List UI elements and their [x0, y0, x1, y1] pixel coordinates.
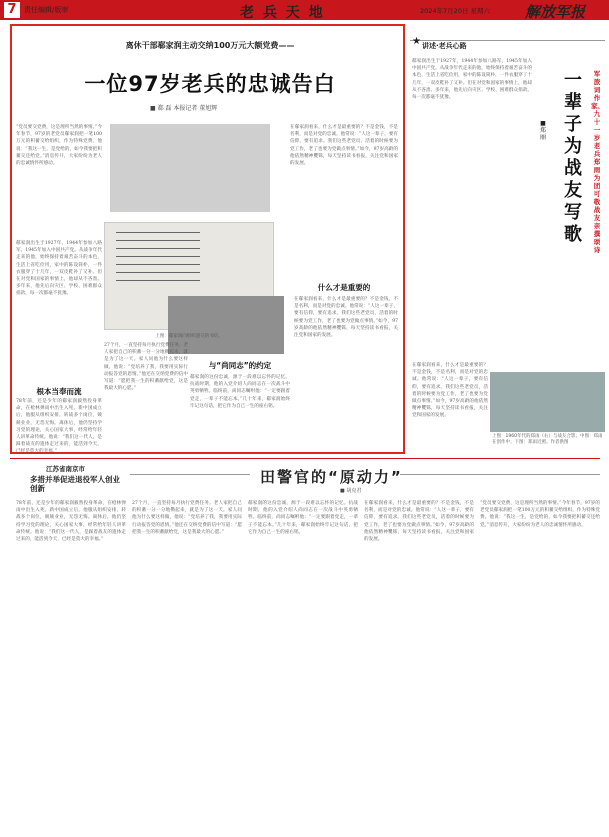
star-icon: ★ — [412, 36, 421, 47]
article-kicker: 离休干部郗家润主动交纳100万元大额党费—— — [125, 41, 295, 50]
article-photo-top — [110, 124, 270, 212]
editor-meta: 责任编辑/版审 — [24, 6, 69, 14]
bottom-headline-1: 多措并举促进退役军人创业创新 — [30, 475, 120, 493]
subhead-1: 根本当奉而流 — [36, 387, 82, 396]
page-number: 7 — [4, 2, 20, 18]
divider — [400, 474, 600, 475]
subhead-3: 什么才是重要的 — [317, 283, 371, 292]
bottom-kicker: 江苏省南京市 — [46, 465, 85, 473]
article-col-mid-2: 郗家润的这份忠诚，源于一段难以忘怀的记忆。抗战时期，他的入党介绍人尚同志在一次战斗中英勇牺牲。临终前，尚同志嘱咐他：“一定要跟着党走，一辈子不能忘本。”几十年来，郗家润始终牢记这句话，把它作为自己一生的座右铭。 — [190, 375, 290, 409]
issue-date: 2024年7月20日 星期六 — [420, 7, 491, 15]
column-tag: 讲述·老兵心路 — [422, 42, 467, 50]
bottom-col-5: “党员要交党费，这是理所当然的事情。”今年春节，97岁的老党员郗家润把一笔100万元的积蓄交给组织，作为特殊党费。他说：“我这一生，是党给的，如今我要把积蓄交还给党。”消息传开，大家纷纷为老人的忠诚情怀所感动。 — [480, 501, 600, 528]
vertical-kicker: 军旅词作家、九十一岁老兵郑雨为团可敬战友亲撰颂诗 — [591, 70, 604, 254]
subhead-2: 与“尚同志”的约定 — [208, 361, 272, 370]
photo-caption: 上图：郗家润向组织递交的书信。 — [155, 334, 223, 339]
right-column-text: 郗家润出生于1927年，1944年参加八路军，1945年加入中国共产党。从战争年代走来的他，始终保持着艰苦奋斗的本色，生活上省吃俭用，家中的陈设简朴，一件衣服穿了十几年，一双皮鞋补了又补。但在对党和国家的事情上，他却从不吝啬。多年来，他先后向灾区、学校、困难群众捐款，每一次都毫不犹豫。 — [412, 59, 532, 101]
right-column-text-2: 在郗家润看来，什么才是最重要的？不是金钱，不是名利，而是对党的忠诚。他常说：“人这一辈子，要有信仰，要有追求。我们这些老党员，活着的时候要为党工作，老了也要为党做点事情。”如今，97岁高龄的他依然精神矍铄，每天坚持读书看报，关注党和国家的发展。 — [412, 363, 488, 419]
section-title: 老 兵 天 地 — [240, 5, 325, 21]
bottom-byline: ■ 胡克君 — [340, 488, 362, 494]
right-author: ■ 郑丽 — [539, 120, 546, 141]
vertical-headline: 一辈子为战友写歌 — [564, 70, 582, 245]
bottom-col-1: 78年前，还是少年的郗家润毅然投身革命，在枪林弹雨中出生入死。新中国成立后，他服从组织安排，转战多个岗位，兢兢业业，无怨无悔。离休后，他仍坚持学习党的理论，关心国家大事，经常给年轻人讲革命传统。他说：“我们这一代人，是踩着战友的遗体走过来的，能活到今天，已经是莫大的幸福。” — [16, 501, 126, 543]
bottom-col-4: 在郗家润看来，什么才是最重要的？不是金钱，不是名利，而是对党的忠诚。他常说：“人这一辈子，要有信仰，要有追求。我们这些老党员，活着的时候要为党工作，老了也要为党做点事情。”如今，97岁高龄的他依然精神矍铄，每天坚持读书看报，关注党和国家的发展。 — [364, 501, 474, 543]
bottom-separator — [10, 458, 600, 459]
article-col-right-2: 在郗家润看来，什么才是最重要的？不是金钱，不是名利，而是对党的忠诚。他常说：“人这一辈子，要有信仰，要有追求。我们这些老党员，活着的时候要为党工作，老了也要为党做点事情。”如今，97岁高龄的他依然精神矍铄，每天坚持读书看报，关注党和国家的发展。 — [294, 297, 398, 339]
bottom-col-2: 27个月，一直坚持每月执行党费任务。老人家把自己的积蓄一分一分地攒起来，就是为了这一天。家人问他为什么要这样做，他说：“党培养了我，我要用实际行动报答党的恩情。”他还在交纳党费的信中写道：“愿把我一生的积蓄献给党，这是我最大的心愿。” — [132, 501, 242, 535]
article-col-left: 郗家润出生于1927年，1944年参加八路军，1945年加入中国共产党。从战争年代走来的他，始终保持着艰苦奋斗的本色，生活上省吃俭用，家中的陈设简朴，一件衣服穿了十几年，一双皮鞋补了又补。但在对党和国家的事情上，他却从不吝啬。多年来，他先后向灾区、学校、困难群众捐款，每一次都毫不犹豫。 — [16, 241, 102, 297]
divider — [130, 474, 250, 475]
article-headline: 一位97岁老兵的忠诚告白 — [84, 72, 336, 96]
article-col-mid: 27个月，一直坚持每月执行党费任务。老人家把自己的积蓄一分一分地攒起来，就是为了这一天。家人问他为什么要这样做，他说：“党培养了我，我要用实际行动报答党的恩情。”他还在交纳党费的信中写道：“愿把我一生的积蓄献给党，这是我最大的心愿。” — [104, 343, 188, 392]
article-intro: “党员要交党费，这是理所当然的事情。”今年春节，97岁的老党员郗家润把一笔100万元的积蓄交给组织，作为特殊党费。他说：“我这一生，是党给的，如今我要把积蓄交还给党。”消息传开，大家纷纷为老人的忠诚情怀所感动。 — [16, 125, 102, 167]
newspaper-logo: 解放军报 — [525, 3, 586, 21]
right-column-photo — [490, 372, 605, 432]
article-col-right: 在郗家润看来，什么才是最重要的？不是金钱，不是名利，而是对党的忠诚。他常说：“人这一辈子，要有信仰，要有追求。我们这些老党员，活着的时候要为党工作，老了也要为党做点事情。”如今，97岁高龄的他依然精神矍铄，每天坚持读书看报，关注党和国家的发展。 — [290, 125, 399, 167]
article-byline: ■ 郗 磊 本报记者 董旭辉 — [150, 105, 218, 112]
article-col-left-2: 78年前，还是少年的郗家润毅然投身革命，在枪林弹雨中出生入死。新中国成立后，他服从组织安排，转战多个岗位，兢兢业业，无怨无悔。离休后，他仍坚持学习党的理论，关心国家大事，经常给年轻人讲革命传统。他说：“我们这一代人，是踩着战友的遗体走过来的，能活到今天，已经是莫大的幸福。” — [16, 399, 102, 455]
bottom-headline-2: 田警官的“原动力” — [260, 468, 403, 486]
bottom-col-3: 郗家润的这份忠诚，源于一段难以忘怀的记忆。抗战时期，他的入党介绍人尚同志在一次战斗中英勇牺牲。临终前，尚同志嘱咐他：“一定要跟着党走，一辈子不能忘本。”几十年来，郗家润始终牢记这句话，把它作为自己一生的座右铭。 — [248, 501, 358, 535]
right-photo-caption: 上图：1960年代的郑雨（右）与战友合影；中图：郑雨在创作中；下图：郑雨近照。作者供图 — [492, 434, 603, 445]
letter-handwriting — [116, 232, 200, 290]
